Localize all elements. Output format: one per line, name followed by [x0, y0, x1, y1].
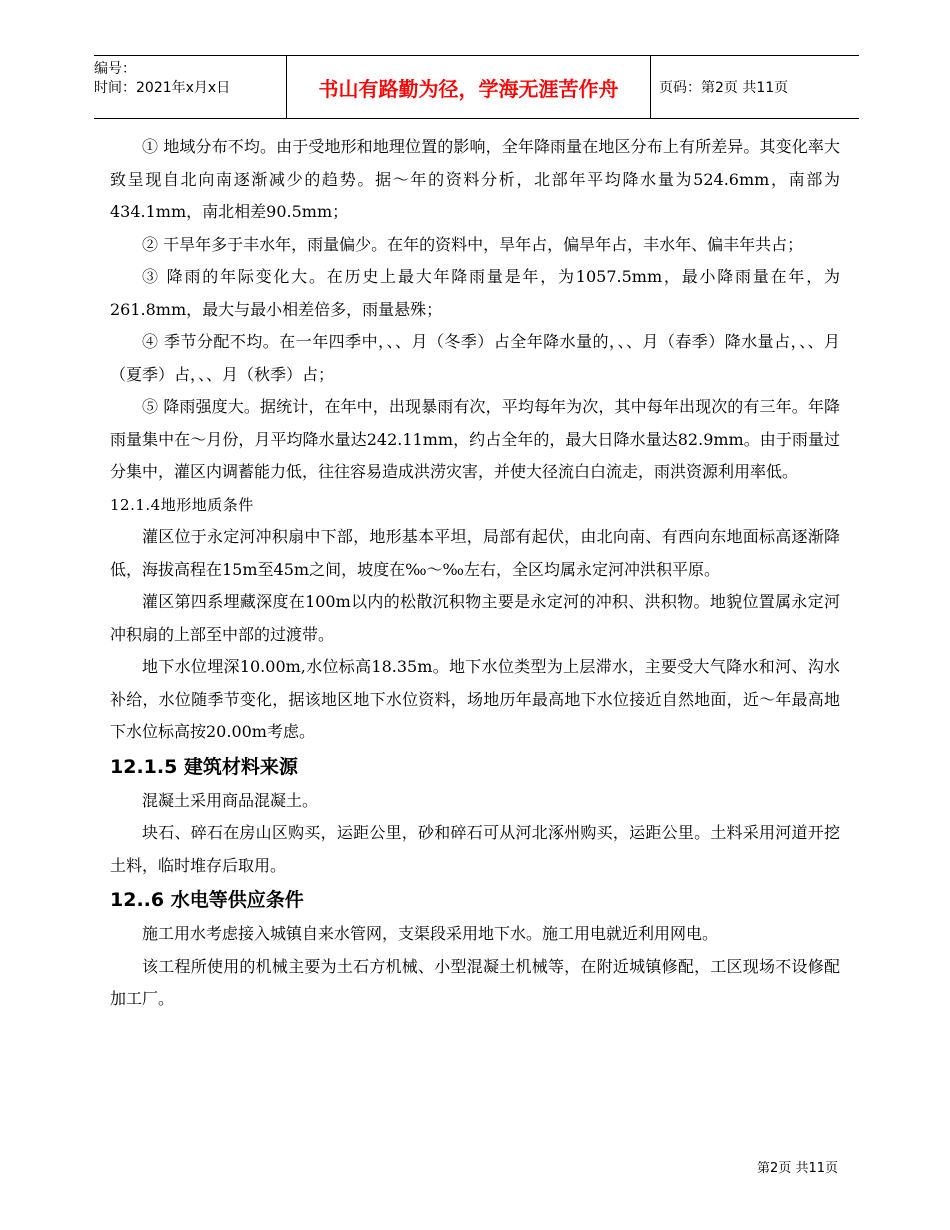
paragraph-3: ③ 降雨的年际变化大。在历史上最大年降雨量是年，为1057.5mm，最小降雨量在年，为261.8mm，最大与最小相差倍多，雨量悬殊； [110, 267, 840, 319]
number-label: 编号： [94, 61, 136, 77]
header-meta [94, 56, 286, 118]
paragraph-10: 块石、碎石在房山区购买，运距公里，砂和碎石可从河北涿州购买，运距公里。土料采用河道开挖土料，临时堆存后取用。 [110, 823, 840, 875]
section-heading-terrain: 12.1.4地形地质条件 [110, 495, 254, 514]
page-header [94, 55, 859, 119]
document-body [110, 131, 840, 1016]
section-heading-utilities: 12..6 水电等供应条件 [110, 889, 304, 911]
paragraph-1: ① 地域分布不均。由于受地形和地理位置的影响，全年降雨量在地区分布上有所差异。其变化率大致呈现自北向南逐渐减少的趋势。据～年的资料分析，北部年平均降水量为524.6mm，南部为434.1mm，南北相差90.5mm； [110, 137, 840, 221]
paragraph-8: 地下水位埋深10.00m,水位标高18.35m。地下水位类型为上层滞水，主要受大气降水和河、沟水补给，水位随季节变化，据该地区地下水位资料，场地历年最高地下水位接近自然地面，近～年最高地下水位标高按20.00m考虑。 [110, 657, 840, 741]
paragraph-11: 施工用水考虑接入城镇自来水管网，支渠段采用地下水。施工用电就近利用网电。 [142, 924, 719, 943]
header-page-info: 页码：第2页 共11页 [659, 80, 789, 96]
paragraph-6: 灌区位于永定河冲积扇中下部，地形基本平坦，局部有起伏，由北向南、有西向东地面标高逐渐降低，海拔高程在15m至45m之间，坡度在‰～‰左右，全区均属永定河冲洪积平原。 [110, 527, 840, 579]
time-label: 时间：2021年x月x日 [94, 80, 231, 96]
paragraph-7: 灌区第四系埋藏深度在100m以内的松散沉积物主要是永定河的冲积、洪积物。地貌位置属永定河冲积扇的上部至中部的过渡带。 [110, 592, 840, 644]
paragraph-4: ④ 季节分配不均。在一年四季中，、、月（冬季）占全年降水量的，、、月（春季）降水量占，、、月（夏季）占，、、月（秋季）占； [110, 332, 840, 384]
paragraph-2: ② 干旱年多于丰水年，雨量偏少。在年的资料中，旱年占，偏旱年占，丰水年、偏丰年共占； [142, 234, 804, 254]
section-heading-materials: 12.1.5 建筑材料来源 [110, 755, 298, 778]
paragraph-9: 混凝土采用商品混凝土。 [142, 790, 319, 810]
header-motto: 书山有路勤为径，学海无涯苦作舟 [286, 56, 651, 118]
page-footer: 第2页 共11页 [757, 1161, 838, 1176]
paragraph-5: ⑤ 降雨强度大。据统计，在年中，出现暴雨有次，平均每年为次，其中每年出现次的有三年。年降雨量集中在～月份，月平均降水量达242.11mm，约占全年的，最大日降水量达82.9mm。由于雨量过分集中，灌区内调蓄能力低，往往容易造成洪涝灾害，并使大径流白白流走，雨洪资源利用率低。 [110, 397, 840, 481]
paragraph-12: 该工程所使用的机械主要为土石方机械、小型混凝土机械等，在附近城镇修配，工区现场不设修配加工厂。 [110, 956, 840, 1008]
